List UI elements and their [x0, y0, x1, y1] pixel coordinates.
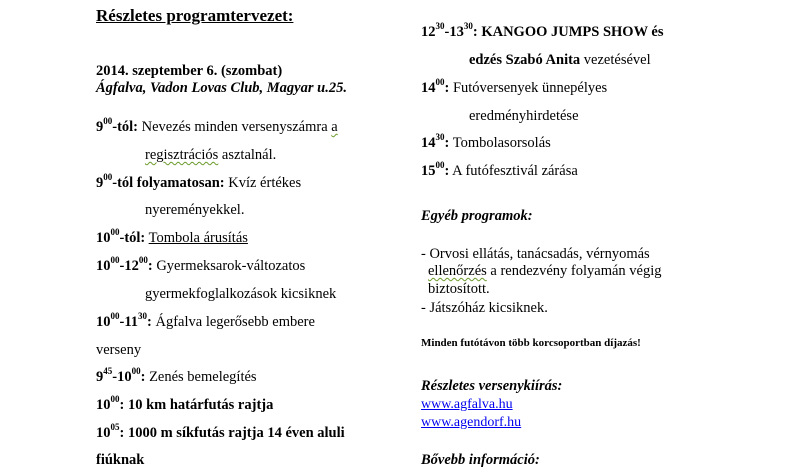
event-date: 2014. szeptember 6. (szombat)	[96, 63, 283, 79]
schedule-item-7: $10^{00}$: 10 km határfutás rajtja	[96, 394, 274, 413]
other-programs-line-2: ellenőrzés a rendezvény folyamán végig	[428, 263, 662, 279]
schedule-item-10-cont: eredményhirdetése	[469, 108, 579, 124]
other-programs-line-4: - Játszóház kicsiknek.	[421, 300, 548, 316]
schedule-item-3: $10^{00}$-tól: Tombola árusítás	[96, 227, 248, 246]
schedule-item-6: $9^{45}-10^{00}$: Zenés bemelegítés	[96, 366, 257, 385]
schedule-item-9-cont: edzés Szabó Anita vezetésével	[469, 52, 651, 68]
event-location: Ágfalva, Vadon Lovas Club, Magyar u.25.	[96, 80, 347, 96]
link-agfalva[interactable]: www.agfalva.hu	[421, 397, 513, 412]
more-info-heading: Bővebb információ:	[421, 452, 540, 468]
schedule-item-1-cont: regisztrációs asztalnál.	[145, 147, 277, 163]
schedule-item-10: $14^{00}$: Futóversenyek ünnepélyes	[421, 77, 608, 96]
schedule-item-2-cont: nyereményekkel.	[145, 202, 245, 218]
other-programs-line-1: - Orvosi ellátás, tanácsadás, vérnyomás	[421, 246, 650, 262]
page-title: Részletes programtervezet:	[96, 6, 294, 25]
schedule-item-1: $9^{00}$-tól: Nevezés minden versenyszámra a	[96, 116, 338, 135]
schedule-item-5-cont: verseny	[96, 342, 142, 358]
other-programs-heading: Egyéb programok:	[421, 208, 533, 224]
schedule-item-9: $12^{30}-13^{30}$: KANGOO JUMPS SHOW és	[421, 21, 664, 40]
prize-note: Minden futótávon több korcsoportban díjazás!	[421, 337, 641, 349]
schedule-item-8-cont: fiúknak	[96, 452, 145, 468]
schedule-item-2: $9^{00}$-tól folyamatosan: Kvíz értékes	[96, 172, 302, 191]
schedule-item-11: $14^{30}$: Tombolasorsolás	[421, 132, 551, 151]
schedule-item-12: $15^{00}$: A futófesztivál zárása	[421, 160, 578, 179]
schedule-item-5: $10^{00}-11^{30}$: Ágfalva legerősebb embere	[96, 311, 315, 330]
details-heading: Részletes versenykiírás:	[421, 378, 563, 394]
schedule-item-8: $10^{05}$: 1000 m síkfutás rajtja 14 éven aluli	[96, 422, 345, 441]
link-agendorf[interactable]: www.agendorf.hu	[421, 415, 522, 430]
schedule-item-4-cont: gyermekfoglalkozások kicsiknek	[145, 286, 337, 302]
schedule-item-4: $10^{00}-12^{00}$: Gyermeksarok-változatos	[96, 255, 306, 274]
other-programs-line-3: biztosított.	[428, 281, 490, 297]
